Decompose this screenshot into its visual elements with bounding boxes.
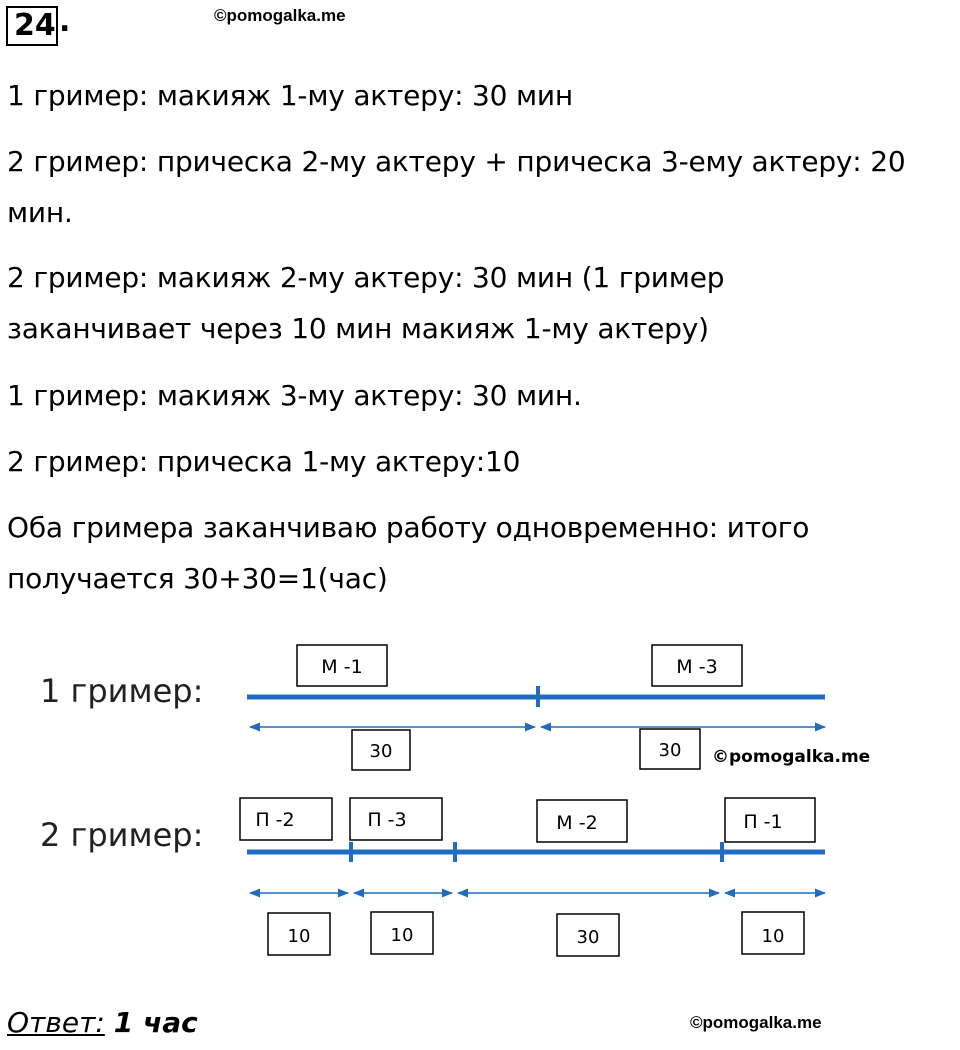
row1-duration-1: 30	[369, 741, 393, 762]
paragraph-5: 2 гример: прическа 1-му актеру:10	[7, 445, 521, 478]
row2-duration-2: 10	[390, 925, 414, 946]
row2-task-label-2: П -3	[367, 809, 407, 831]
row1-task-label-2: М -3	[676, 656, 718, 678]
row1-task-label-1: М -1	[321, 656, 363, 678]
row1-duration-2: 30	[658, 740, 682, 761]
watermark-bottom: ©pomogalka.me	[690, 1013, 822, 1032]
answer	[7, 1006, 198, 1039]
row2-task-label-1: П -2	[255, 809, 295, 831]
task-number-dot: .	[59, 4, 71, 39]
answer-label: Ответ:	[7, 1006, 105, 1039]
row1-label: 1 гример:	[40, 672, 204, 710]
task-number: 24	[14, 8, 56, 43]
paragraph-2: 2 гример: прическа 2-му актеру + прическа 3-ему актеру: 20 мин.	[7, 145, 906, 229]
row2-task-label-3: М -2	[556, 812, 598, 834]
row2-duration-4: 10	[761, 926, 785, 947]
row2-task-label-4: П -1	[743, 811, 783, 833]
row2-duration-3: 30	[576, 927, 600, 948]
paragraph-4: 1 гример: макияж 3-му актеру: 30 мин.	[7, 379, 582, 412]
answer-value: 1 час	[113, 1006, 198, 1039]
paragraph-3: 2 гример: макияж 2-му актеру: 30 мин (1 гример заканчивает через 10 мин макияж 1-му актеру)	[7, 261, 725, 345]
row2-duration-1: 10	[287, 926, 311, 947]
watermark-middle: ©pomogalka.me	[712, 747, 871, 767]
watermark-top: ©pomogalka.me	[214, 6, 346, 25]
row2-label: 2 гример:	[40, 816, 204, 854]
paragraph-6: Оба гримера заканчиваю работу одновременно: итого получается 30+30=1(час)	[7, 511, 810, 595]
paragraph-1: 1 гример: макияж 1-му актеру: 30 мин	[7, 79, 573, 112]
